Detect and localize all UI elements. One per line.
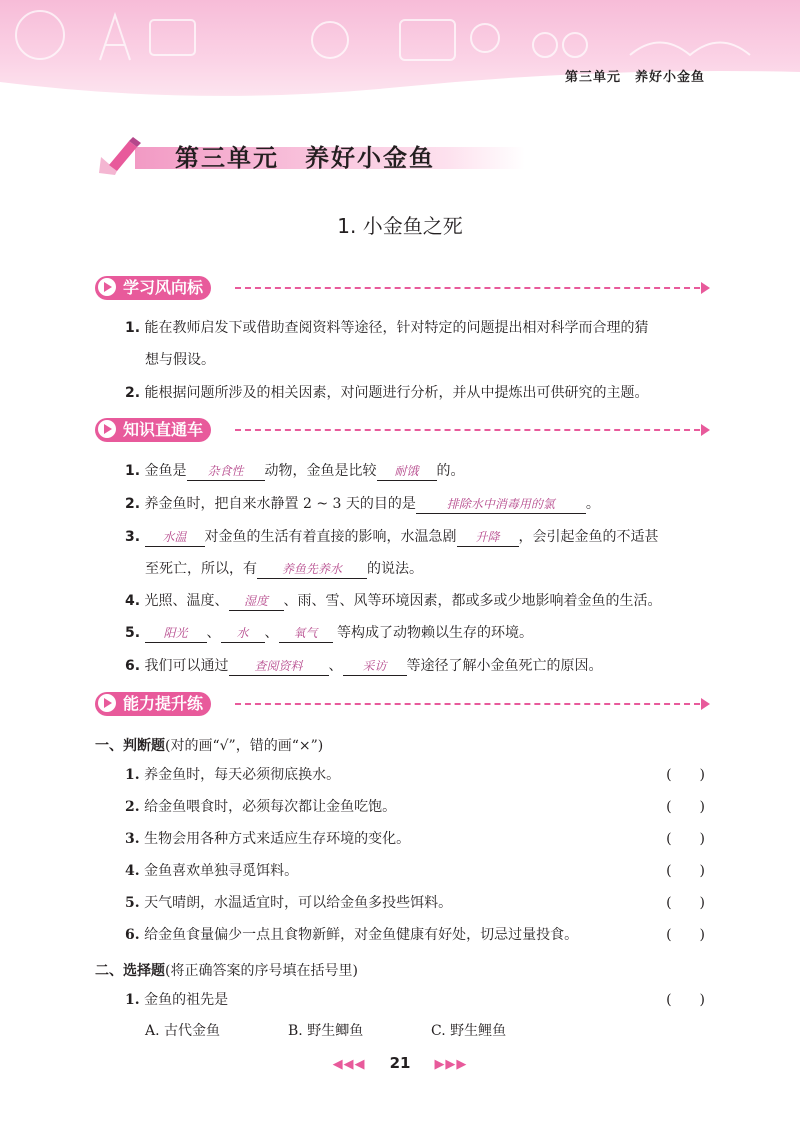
answer-blank[interactable]: 阳光 [145, 624, 207, 643]
answer-blank[interactable]: 采访 [343, 657, 407, 676]
section-header-2 [95, 418, 710, 442]
answer-blank[interactable]: 养鱼先养水 [257, 560, 367, 579]
text: 养金鱼时，把自来水静置 2 ~ 3 天的目的是 [144, 496, 416, 512]
item-number: 4. [125, 863, 140, 879]
right-arrows-icon: ▶▶▶ [434, 1057, 468, 1072]
judge-item-3 [125, 824, 710, 854]
section-pill [95, 692, 211, 716]
answer-blank[interactable]: 升降 [457, 528, 519, 547]
text: 对金鱼的生活有着直接的影响，水温急剧 [204, 529, 457, 545]
choice-options [145, 1020, 574, 1040]
dashed-line [235, 703, 700, 705]
answer-paren[interactable]: ( ) [666, 895, 705, 911]
globe-icon [16, 11, 64, 59]
text: 、 [328, 658, 343, 674]
choice-note: (将正确答案的序号填在括号里) [165, 963, 358, 979]
goal-text: 能根据问题所涉及的相关因素，对问题进行分析，并从中提炼出可供研究的主题。 [144, 385, 649, 401]
open-book-icon [630, 43, 750, 56]
item-number: 1. [125, 320, 141, 336]
magnifier-icon [471, 24, 499, 52]
compass-icon [100, 15, 130, 60]
answer-paren[interactable]: ( ) [666, 863, 705, 879]
section-pill [95, 276, 211, 300]
item-number: 2. [125, 799, 140, 815]
header-unit: 第三单元 [564, 70, 621, 85]
pencil-icon [95, 135, 141, 177]
text: 、 [264, 625, 279, 641]
section-title: 学习风向标 [123, 278, 204, 297]
knowledge-5 [125, 617, 710, 649]
item-text: 金鱼的祖先是 [144, 992, 229, 1008]
answer-blank[interactable]: 湿度 [229, 592, 284, 611]
item-number: 4. [125, 593, 141, 609]
answer-paren[interactable]: ( ) [666, 992, 705, 1008]
text: ，会引起金鱼的不适甚 [518, 529, 659, 545]
text: 的。 [436, 463, 465, 479]
text: 金鱼是 [144, 463, 187, 479]
knowledge-3 [125, 521, 710, 585]
item-number: 2. [125, 496, 141, 512]
goal-1 [125, 312, 710, 376]
knowledge-2 [125, 488, 710, 520]
goal-text-cont: 想与假设。 [145, 352, 215, 368]
answer-blank[interactable]: 水温 [145, 528, 205, 547]
knowledge-1 [125, 455, 710, 487]
choice-item-1 [125, 985, 710, 1015]
item-number: 6. [125, 927, 140, 943]
item-number: 6. [125, 658, 141, 674]
option-c[interactable]: C. 野生鲤鱼 [431, 1023, 507, 1039]
section-header-3 [95, 692, 710, 716]
item-number: 3. [125, 831, 140, 847]
item-text: 生物会用各种方式来适应生存环境的变化。 [144, 831, 411, 847]
play-icon [98, 420, 116, 438]
play-icon [98, 278, 116, 296]
item-text: 金鱼喜欢单独寻觅饵料。 [144, 863, 299, 879]
header-tag [565, 66, 705, 85]
dashed-line [235, 287, 700, 289]
page-number: 21 [389, 1054, 411, 1072]
goal-text: 能在教师启发下或借助查阅资料等途径，针对特定的问题提出相对科学而合理的猜 [144, 320, 649, 336]
judge-item-6 [125, 920, 710, 950]
text: 的说法。 [367, 561, 423, 577]
lesson-title: 1. 小金鱼之死 [337, 214, 463, 238]
unit-title [95, 135, 525, 175]
play-icon [98, 694, 116, 712]
item-number: 3. [125, 529, 141, 545]
answer-blank[interactable]: 查阅资料 [229, 657, 329, 676]
text: 至死亡，所以，有 [145, 561, 257, 577]
item-text: 给金鱼食量偏少一点且食物新鲜，对金鱼健康有好处，切忌过量投食。 [144, 927, 579, 943]
arrow-icon [701, 698, 710, 710]
goal-2 [125, 377, 710, 409]
section-title: 知识直通车 [123, 420, 204, 439]
text: 我们可以通过 [144, 658, 229, 674]
judge-heading [95, 735, 323, 755]
bag-icon [400, 20, 455, 60]
answer-blank[interactable]: 氧气 [279, 624, 333, 643]
left-arrows-icon: ◀◀◀ [332, 1057, 366, 1072]
text: 等途径了解小金鱼死亡的原因。 [406, 658, 603, 674]
answer-paren[interactable]: ( ) [666, 831, 705, 847]
text: 动物，金鱼是比较 [264, 463, 377, 479]
answer-blank[interactable]: 水 [221, 624, 265, 643]
judge-item-5 [125, 888, 710, 918]
arrow-icon [701, 424, 710, 436]
text: 等构成了动物赖以生存的环境。 [336, 625, 533, 641]
arrow-icon [701, 282, 710, 294]
text: 。 [585, 496, 600, 512]
answer-blank[interactable]: 耐饿 [377, 462, 437, 481]
item-number: 1. [125, 463, 141, 479]
answer-paren[interactable]: ( ) [666, 927, 705, 943]
section-pill [95, 418, 211, 442]
item-number: 5. [125, 895, 140, 911]
item-text: 养金鱼时，每天必须彻底换水。 [144, 767, 341, 783]
text: 、 [206, 625, 221, 641]
dashed-line [235, 429, 700, 431]
option-a[interactable]: A. 古代金鱼 [145, 1023, 221, 1039]
glasses-icon [533, 33, 557, 57]
page-footer [0, 1053, 800, 1072]
section-header-1 [95, 276, 710, 300]
text: 、雨、雪、风等环境因素，都或多或少地影响着金鱼的生活。 [283, 593, 662, 609]
item-number: 1. [125, 767, 140, 783]
item-text: 天气晴朗，水温适宜时，可以给金鱼多投些饵料。 [144, 895, 453, 911]
answer-paren[interactable]: ( ) [666, 799, 705, 815]
answer-paren[interactable]: ( ) [666, 767, 705, 783]
item-number: 2. [125, 385, 141, 401]
judge-note: (对的画“√”，错的画“×”) [165, 738, 324, 754]
option-b[interactable]: B. 野生鲫鱼 [288, 1023, 364, 1039]
unit-title-text: 第三单元 养好小金鱼 [175, 144, 435, 172]
item-text: 给金鱼喂食时，必须每次都让金鱼吃饱。 [144, 799, 397, 815]
item-number: 5. [125, 625, 141, 641]
knowledge-6 [125, 650, 710, 682]
text: 光照、温度、 [144, 593, 229, 609]
judge-item-4 [125, 856, 710, 886]
clock-icon [312, 22, 348, 58]
answer-blank[interactable]: 排除水中消毒用的氯 [416, 495, 586, 514]
judge-item-1 [125, 760, 710, 790]
answer-blank[interactable]: 杂食性 [187, 462, 265, 481]
judge-title: 一、判断题 [95, 738, 165, 754]
item-number: 1. [125, 992, 140, 1008]
knowledge-4 [125, 585, 710, 617]
choice-heading [95, 960, 358, 980]
section-title: 能力提升练 [123, 694, 204, 713]
header-topic: 养好小金鱼 [634, 70, 705, 85]
book-icon [150, 20, 195, 55]
choice-title: 二、选择题 [95, 963, 165, 979]
judge-item-2 [125, 792, 710, 822]
